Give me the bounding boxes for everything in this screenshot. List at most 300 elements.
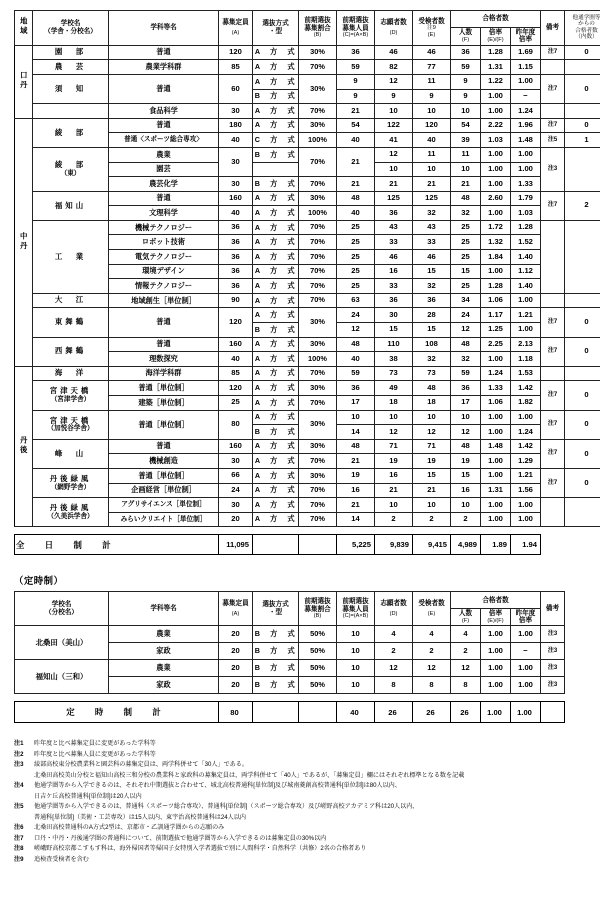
rate-value: 2.25 — [481, 337, 511, 352]
school-name-cell — [33, 118, 109, 147]
rate-value: 1.28 — [481, 45, 511, 60]
course-name: 普通 — [109, 74, 219, 103]
quota-value: 40 — [219, 352, 253, 367]
lastyear-rate-value: 1.00 — [511, 498, 541, 513]
lastyear-rate-value: 1.48 — [511, 133, 541, 148]
course-name: 地域創生［単位制］ — [109, 293, 219, 308]
passers-value: 59 — [451, 60, 481, 75]
quota-value: 30 — [219, 147, 253, 176]
course-name: 農芸化学 — [109, 177, 219, 192]
passers-value: 9 — [451, 89, 481, 104]
examinees-value: 11 — [413, 74, 451, 89]
pt-remarks-value: 注3 — [541, 626, 565, 643]
examinees-value: 73 — [413, 366, 451, 381]
lastyear-rate-value: 1.21 — [511, 468, 541, 483]
course-name: 普通［単位制］ — [109, 468, 219, 483]
examinees-value: 46 — [413, 250, 451, 265]
course-name: 電気テクノロジー — [109, 250, 219, 265]
passers-value: 9 — [451, 74, 481, 89]
examinees-value: 15 — [413, 323, 451, 338]
applicants-value: 10 — [375, 410, 413, 425]
school-name-cell — [33, 337, 109, 366]
remarks-value: 注7 — [541, 468, 565, 497]
pt-total-remarks — [541, 702, 565, 723]
school-name: 綾 部 — [54, 160, 87, 170]
people-value: 59 — [337, 60, 375, 75]
pt-lastyear-value: − — [511, 643, 541, 660]
course-name: 普通 — [109, 439, 219, 454]
pt-header-passers-count: 人数 (F) — [451, 609, 481, 626]
footnote-tag: 注9 — [14, 855, 24, 863]
passers-value: 36 — [451, 381, 481, 396]
rate-value: 1.00 — [481, 468, 511, 483]
local-passers-value — [565, 366, 600, 381]
lastyear-rate-value: 1.56 — [511, 483, 541, 498]
ratio-value: 70% — [299, 279, 337, 294]
passers-value: 10 — [451, 410, 481, 425]
pt-rate-value: 1.00 — [481, 626, 511, 643]
quota-value: 80 — [219, 410, 253, 439]
ratio-value: 30% — [299, 337, 337, 352]
local-passers-value: 1 — [565, 133, 600, 148]
applicants-value: 38 — [375, 352, 413, 367]
pt-total-quota: 80 — [219, 702, 253, 723]
examinees-value: 108 — [413, 337, 451, 352]
table-row — [15, 439, 600, 454]
rate-value: 1.31 — [481, 60, 511, 75]
passers-value: 48 — [451, 337, 481, 352]
pt-remarks-value: 注3 — [541, 660, 565, 677]
fulltime-total-row — [15, 535, 600, 555]
people-value: 63 — [337, 293, 375, 308]
pt-total-people: 40 — [337, 702, 375, 723]
local-passers-value: 2 — [565, 191, 600, 220]
method-value: A 方 式 — [253, 104, 299, 119]
school-name: 西舞鶴 — [54, 346, 87, 356]
footnote-tag: 注3 — [14, 761, 24, 769]
footnotes — [14, 739, 600, 865]
remarks-value — [541, 293, 565, 308]
footnote-tag: 注4 — [14, 782, 24, 790]
header-rate: 倍率 (E)/(F) — [481, 27, 511, 45]
applicants-value: 71 — [375, 439, 413, 454]
people-value: 17 — [337, 396, 375, 411]
parttime-body — [15, 626, 565, 694]
rate-value: 1.25 — [481, 323, 511, 338]
pt-applicants-value: 12 — [375, 660, 413, 677]
examinees-value: 2 — [413, 512, 451, 527]
table-row — [15, 498, 600, 513]
pt-ratio-value: 50% — [299, 677, 337, 694]
quota-value: 85 — [219, 60, 253, 75]
table-row — [15, 104, 600, 119]
course-name: 普通 — [109, 308, 219, 337]
pt-header-examinees: 受検者数 (E) — [413, 592, 451, 626]
passers-value: 2 — [451, 512, 481, 527]
pt-course-name: 農業 — [109, 660, 219, 677]
course-name: 園芸 — [109, 162, 219, 177]
pt-applicants-value: 4 — [375, 626, 413, 643]
lastyear-rate-value: 1.53 — [511, 366, 541, 381]
method-value: A 方 式 — [253, 308, 299, 323]
passers-value: 10 — [451, 162, 481, 177]
lastyear-rate-value: 1.79 — [511, 191, 541, 206]
applicants-value: 15 — [375, 323, 413, 338]
quota-value: 40 — [219, 133, 253, 148]
lastyear-rate-value: 1.00 — [511, 74, 541, 89]
region-cell — [15, 118, 33, 366]
table-row — [15, 293, 600, 308]
lastyear-rate-value: 1.42 — [511, 381, 541, 396]
fulltime-total-label: 全 日 制 計 — [15, 535, 219, 555]
rate-value: 2.60 — [481, 191, 511, 206]
applicants-value: 10 — [375, 162, 413, 177]
lastyear-rate-value: 1.00 — [511, 512, 541, 527]
method-value: A 方 式 — [253, 381, 299, 396]
header-method: 選抜方式 ・型 — [253, 11, 299, 46]
school-name: 福知山 — [54, 200, 87, 210]
footnote-item — [14, 844, 600, 854]
people-value: 14 — [337, 512, 375, 527]
school-campus: （網野学舎） — [50, 483, 91, 491]
method-value: A 方 式 — [253, 264, 299, 279]
method-value: A 方 式 — [253, 250, 299, 265]
ratio-value: 30% — [299, 468, 337, 483]
examinees-value: 32 — [413, 206, 451, 221]
table-row — [15, 147, 600, 162]
quota-value: 85 — [219, 366, 253, 381]
course-name: 農業 — [109, 147, 219, 162]
lastyear-rate-value: 1.00 — [511, 293, 541, 308]
people-value: 21 — [337, 104, 375, 119]
pt-quota-value: 20 — [219, 660, 253, 677]
method-value: A 方 式 — [253, 206, 299, 221]
rate-value: 1.17 — [481, 308, 511, 323]
course-name: 建築［単位制］ — [109, 396, 219, 411]
quota-value: 36 — [219, 250, 253, 265]
pt-examinees-value: 8 — [413, 677, 451, 694]
ratio-value: 70% — [299, 366, 337, 381]
pt-rate-value: 1.00 — [481, 660, 511, 677]
rate-value: 2.22 — [481, 118, 511, 133]
rate-value: 1.03 — [481, 133, 511, 148]
passers-value: 12 — [451, 323, 481, 338]
ratio-value: 70% — [299, 147, 337, 176]
applicants-value: 12 — [375, 147, 413, 162]
method-value: A 方 式 — [253, 410, 299, 425]
applicants-value: 10 — [375, 104, 413, 119]
quota-value: 40 — [219, 206, 253, 221]
school-name: 須 知 — [54, 83, 87, 93]
quota-value: 24 — [219, 483, 253, 498]
fulltime-total-spacer — [541, 535, 600, 555]
pt-remarks-value: 注3 — [541, 677, 565, 694]
passers-value: 25 — [451, 279, 481, 294]
method-value: A 方 式 — [253, 293, 299, 308]
school-name-cell — [33, 308, 109, 337]
quota-value: 30 — [219, 177, 253, 192]
local-passers-value — [565, 220, 600, 293]
passers-value: 16 — [451, 483, 481, 498]
rate-value: 1.28 — [481, 279, 511, 294]
footnote-item — [14, 855, 600, 865]
remarks-value: 注7 — [541, 74, 565, 103]
region-cell — [15, 366, 33, 527]
applicants-value: 36 — [375, 206, 413, 221]
table-row — [15, 308, 600, 323]
quota-value: 36 — [219, 279, 253, 294]
header-passers-count: 人数 (F) — [451, 27, 481, 45]
people-value: 16 — [337, 483, 375, 498]
people-value: 25 — [337, 250, 375, 265]
school-name: 綾 部 — [54, 127, 87, 137]
method-value: A 方 式 — [253, 366, 299, 381]
ratio-value: 100% — [299, 133, 337, 148]
pt-total-rate: 1.00 — [481, 702, 511, 723]
footnote-tag: 注2 — [14, 750, 24, 758]
footnote-item — [14, 834, 600, 844]
quota-value: 160 — [219, 337, 253, 352]
rate-value: 1.24 — [481, 366, 511, 381]
school-name-cell — [33, 410, 109, 439]
remarks-value — [541, 220, 565, 293]
parttime-table — [14, 591, 565, 694]
school-name: 東舞鶴 — [54, 317, 87, 327]
lastyear-rate-value: 1.18 — [511, 352, 541, 367]
course-name: 企画経営［単位制］ — [109, 483, 219, 498]
fulltime-total-applicants: 9,839 — [375, 535, 413, 555]
examinees-value: 10 — [413, 104, 451, 119]
table-row — [15, 60, 600, 75]
local-passers-value — [565, 293, 600, 308]
remarks-value — [541, 498, 565, 527]
quota-value: 36 — [219, 235, 253, 250]
rate-value: 1.00 — [481, 454, 511, 469]
examinees-value: 43 — [413, 220, 451, 235]
pt-course-name: 家政 — [109, 643, 219, 660]
footnote-item — [14, 750, 600, 760]
quota-value: 36 — [219, 220, 253, 235]
examinees-value: 21 — [413, 177, 451, 192]
people-value: 12 — [337, 323, 375, 338]
course-name: 普通［単位制］ — [109, 410, 219, 439]
school-name: 園 部 — [54, 47, 87, 57]
passers-value: 25 — [451, 250, 481, 265]
footnote-continuation: 北桑田高校美山分校と福知山高校三和分校の農業科と家政科の募集定員は、両学科併せて「40人」であるが、「募集定員」欄にはそれぞれ標準となる数を記載 — [34, 771, 465, 779]
method-value: A 方 式 — [253, 337, 299, 352]
footnote-text: 昨年度と比べ募集定員に変更があった学科等 — [34, 740, 156, 748]
passers-value: 54 — [451, 118, 481, 133]
school-name-cell — [33, 104, 109, 119]
method-value: B 方 式 — [253, 89, 299, 104]
passers-value: 21 — [451, 177, 481, 192]
header-people: 前期選抜 募集人員 (C)=(A×B) — [337, 11, 375, 46]
footnote-text: 口丹・中丹・丹後通学圏の普通科について、前期選抜で他通学圏等から入学できるのは募集定員の30%以内 — [34, 834, 327, 842]
pt-header-course: 学科等名 — [109, 592, 219, 626]
people-value: 9 — [337, 74, 375, 89]
pt-applicants-value: 8 — [375, 677, 413, 694]
fulltime-header — [15, 11, 600, 46]
ratio-value: 70% — [299, 498, 337, 513]
applicants-value: 2 — [375, 512, 413, 527]
passers-value: 48 — [451, 191, 481, 206]
rate-value: 1.00 — [481, 89, 511, 104]
lastyear-rate-value: 1.03 — [511, 206, 541, 221]
school-name-cell — [33, 60, 109, 75]
applicants-value: 9 — [375, 89, 413, 104]
people-value: 59 — [337, 366, 375, 381]
course-name: 普通 — [109, 45, 219, 60]
pt-total-ratio — [299, 702, 337, 723]
local-passers-value: 0 — [565, 308, 600, 337]
course-name: 普通 — [109, 337, 219, 352]
lastyear-rate-value: − — [511, 89, 541, 104]
footnote-text: 綾部高校東分校農業科と園芸科の募集定員は、両学科併せて「30人」である。 — [34, 761, 248, 769]
header-applicants: 志願者数 (D) — [375, 11, 413, 46]
method-value: B 方 式 — [253, 177, 299, 192]
people-value: 40 — [337, 133, 375, 148]
pt-total-applicants: 26 — [375, 702, 413, 723]
ratio-value: 70% — [299, 264, 337, 279]
pt-ratio-value: 50% — [299, 626, 337, 643]
pt-school-name: 北桑田（美山） — [15, 626, 109, 660]
passers-value: 24 — [451, 308, 481, 323]
pt-passers-value: 4 — [451, 626, 481, 643]
school-name: 宮津天橋 — [49, 386, 92, 396]
rate-value: 1.00 — [481, 410, 511, 425]
passers-value: 25 — [451, 220, 481, 235]
examinees-value: 19 — [413, 454, 451, 469]
table-row — [15, 366, 600, 381]
passers-value: 17 — [451, 396, 481, 411]
people-value: 36 — [337, 381, 375, 396]
pt-quota-value: 20 — [219, 677, 253, 694]
remarks-value — [541, 366, 565, 381]
ratio-value: 70% — [299, 512, 337, 527]
applicants-value: 46 — [375, 45, 413, 60]
examinees-value: 125 — [413, 191, 451, 206]
header-local-passers: 他通学圏等 からの 合格者数 （内数） — [565, 11, 600, 46]
course-name: 食品科学 — [109, 104, 219, 119]
pt-method-value: B 方 式 — [253, 660, 299, 677]
pt-ratio-value: 50% — [299, 643, 337, 660]
passers-value: 15 — [451, 468, 481, 483]
passers-value: 34 — [451, 293, 481, 308]
examinees-value: 15 — [413, 264, 451, 279]
course-name: 機械創造 — [109, 454, 219, 469]
school-name: 丹後緑風 — [49, 474, 92, 484]
course-name: みらいクリエイト［単位制］ — [109, 512, 219, 527]
pt-header-method: 選抜方式 ・型 — [253, 592, 299, 626]
remarks-value: 注7 — [541, 337, 565, 366]
lastyear-rate-value: 1.12 — [511, 264, 541, 279]
table-row — [15, 337, 600, 352]
rate-value: 1.00 — [481, 147, 511, 162]
footnote-item — [14, 802, 600, 812]
pt-header-rate: 倍率 (E)/(F) — [481, 609, 511, 626]
table-row — [15, 660, 565, 677]
ratio-value: 30% — [299, 439, 337, 454]
pt-header-applicants: 志願者数 (D) — [375, 592, 413, 626]
fulltime-total-method — [253, 535, 299, 555]
applicants-value: 125 — [375, 191, 413, 206]
pt-school-name: 福知山（三和） — [15, 660, 109, 694]
school-name-cell — [33, 381, 109, 410]
local-passers-value: 0 — [565, 337, 600, 366]
applicants-value: 21 — [375, 177, 413, 192]
school-name-cell — [33, 498, 109, 527]
lastyear-rate-value: 1.82 — [511, 396, 541, 411]
footnote-text: 嵯峨野高校京都こすもす科は、海外帰国者等帰国子女特別入学者選抜で別に人間科学・自然科学（共修）2名の合格者あり — [34, 845, 367, 853]
region-label: 口丹 — [19, 71, 29, 90]
applicants-value: 12 — [375, 425, 413, 440]
footnote-item — [14, 781, 600, 791]
method-value: B 方 式 — [253, 425, 299, 440]
method-value: A 方 式 — [253, 191, 299, 206]
rate-value: 1.06 — [481, 293, 511, 308]
pt-header-quota: 募集定員 (A) — [219, 592, 253, 626]
people-value: 48 — [337, 191, 375, 206]
pt-header-remarks: 備考 — [541, 592, 565, 626]
rate-value: 1.00 — [481, 512, 511, 527]
people-value: 19 — [337, 468, 375, 483]
pt-header-lastyear: 昨年度 倍率 — [511, 609, 541, 626]
school-name: 峰 山 — [54, 448, 87, 458]
local-passers-value — [565, 147, 600, 191]
school-name-cell — [33, 293, 109, 308]
quota-value: 120 — [219, 308, 253, 337]
applicants-value: 16 — [375, 264, 413, 279]
lastyear-rate-value: 1.40 — [511, 279, 541, 294]
pt-examinees-value: 12 — [413, 660, 451, 677]
pt-total-examinees: 26 — [413, 702, 451, 723]
table-row — [15, 45, 600, 60]
rate-value: 1.48 — [481, 439, 511, 454]
rate-value: 1.00 — [481, 104, 511, 119]
lastyear-rate-value: 1.24 — [511, 425, 541, 440]
people-value: 48 — [337, 337, 375, 352]
ratio-value: 30% — [299, 381, 337, 396]
applicants-value: 82 — [375, 60, 413, 75]
pt-people-value: 10 — [337, 643, 375, 660]
examinees-value: 71 — [413, 439, 451, 454]
method-value: A 方 式 — [253, 118, 299, 133]
fulltime-total-people: 5,225 — [337, 535, 375, 555]
method-value: A 方 式 — [253, 60, 299, 75]
footnote-tag: 注1 — [14, 740, 24, 748]
local-passers-value: 0 — [565, 74, 600, 103]
rate-value: 1.06 — [481, 396, 511, 411]
pt-header-school: 学校名 （分校名） — [15, 592, 109, 626]
course-name: 環境デザイン — [109, 264, 219, 279]
course-name: 理数探究 — [109, 352, 219, 367]
rate-value: 1.33 — [481, 381, 511, 396]
fulltime-total-passers: 4,989 — [451, 535, 481, 555]
quota-value: 20 — [219, 512, 253, 527]
lastyear-rate-value: 1.24 — [511, 104, 541, 119]
pt-quota-value: 20 — [219, 643, 253, 660]
ratio-value: 70% — [299, 483, 337, 498]
applicants-value: 41 — [375, 133, 413, 148]
table-row — [15, 191, 600, 206]
examinees-value: 77 — [413, 60, 451, 75]
header-passers-group: 合格者数 — [451, 11, 541, 28]
applicants-value: 12 — [375, 74, 413, 89]
course-name: 普通［単位制］ — [109, 381, 219, 396]
footnote-continuation: 普通科[単位制]（美術・工芸専攻）は15人以内、東宇治高校普通科は24人以内 — [34, 813, 246, 821]
passers-value: 11 — [451, 147, 481, 162]
method-value: B 方 式 — [253, 147, 299, 162]
